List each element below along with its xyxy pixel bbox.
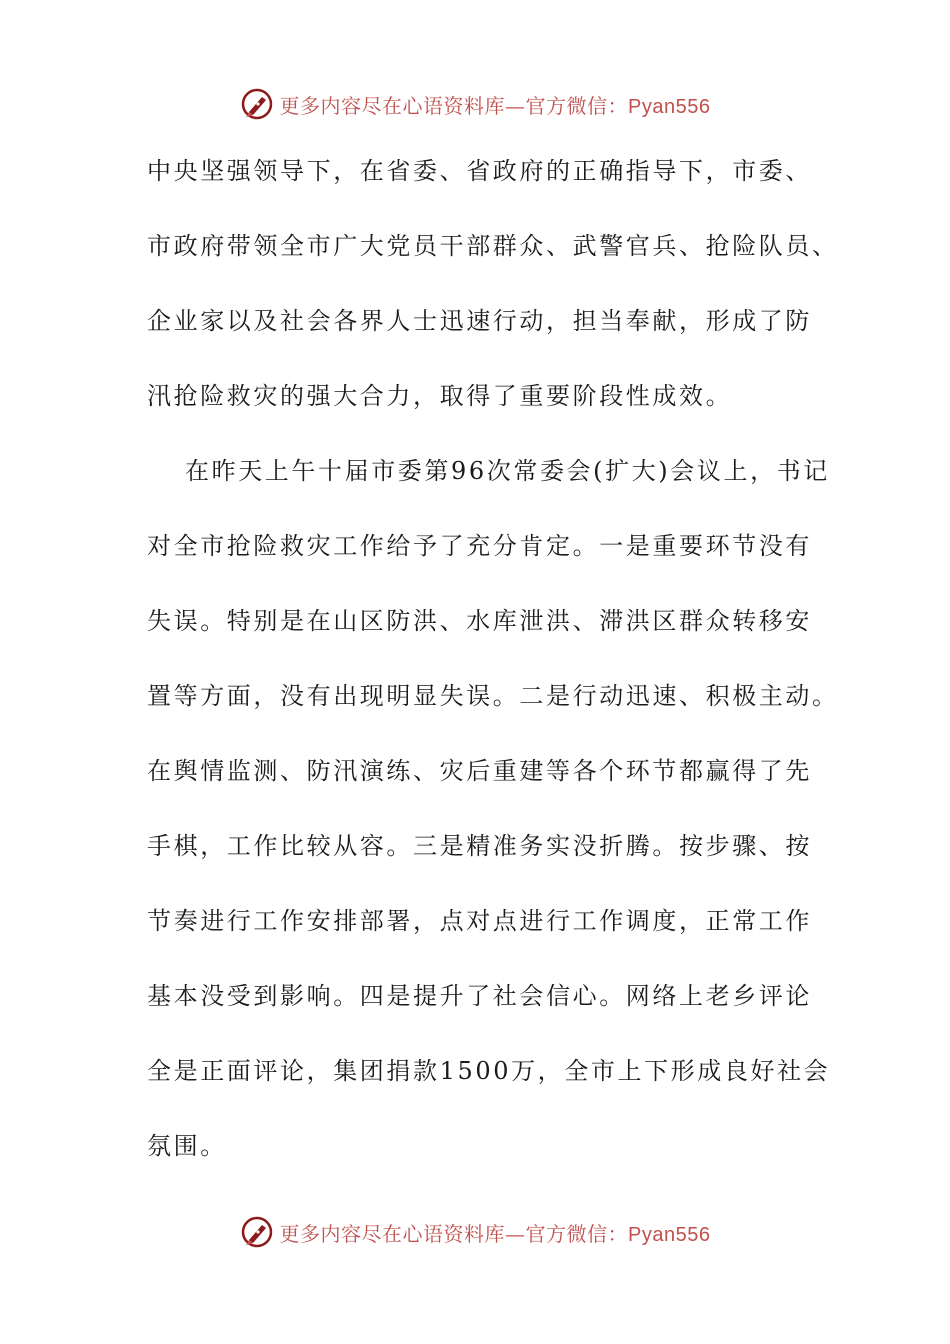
text-line: 企业家以及社会各界人士迅速行动，担当奉献，形成了防 xyxy=(147,307,812,335)
text-line: 中央坚强领导下，在省委、省政府的正确指导下，市委、 xyxy=(147,157,812,185)
banner-text-cn: 更多内容尽在心语资料库—官方微信： xyxy=(279,1221,629,1246)
text-line: 在舆情监测、防汛演练、灾后重建等各个环节都赢得了先 xyxy=(147,757,812,785)
text-line: 失误。特别是在山区防洪、水库泄洪、滞洪区群众转移安 xyxy=(147,607,812,635)
header-banner xyxy=(0,82,950,126)
banner-text xyxy=(280,90,711,119)
banner-text xyxy=(280,1218,711,1247)
banner-text-cn: 更多内容尽在心语资料库—官方微信： xyxy=(279,93,629,118)
banner-wechat-id: Pyan556 xyxy=(628,95,711,118)
banner-wechat-id: Pyan556 xyxy=(628,1223,711,1246)
text-line: 在昨天上午十届市委第96次常委会(扩大)会议上，书记 xyxy=(185,457,830,485)
text-line: 汛抢险救灾的强大合力，取得了重要阶段性成效。 xyxy=(147,382,733,410)
pen-nib-logo-icon xyxy=(240,87,274,121)
text-line: 全是正面评论，集团捐款1500万，全市上下形成良好社会 xyxy=(147,1057,831,1085)
document-body xyxy=(147,134,839,1184)
text-line: 置等方面，没有出现明显失误。二是行动迅速、积极主动。 xyxy=(147,682,839,710)
text-line: 节奏进行工作安排部署，点对点进行工作调度，正常工作 xyxy=(147,907,812,935)
text-line: 市政府带领全市广大党员干部群众、武警官兵、抢险队员、 xyxy=(147,232,839,260)
text-line: 氛围。 xyxy=(147,1132,227,1160)
footer-banner xyxy=(0,1210,950,1254)
text-line: 基本没受到影响。四是提升了社会信心。网络上老乡评论 xyxy=(147,982,812,1010)
text-line: 手棋，工作比较从容。三是精准务实没折腾。按步骤、按 xyxy=(147,832,812,860)
pen-nib-logo-icon xyxy=(240,1215,274,1249)
text-line: 对全市抢险救灾工作给予了充分肯定。一是重要环节没有 xyxy=(147,532,812,560)
